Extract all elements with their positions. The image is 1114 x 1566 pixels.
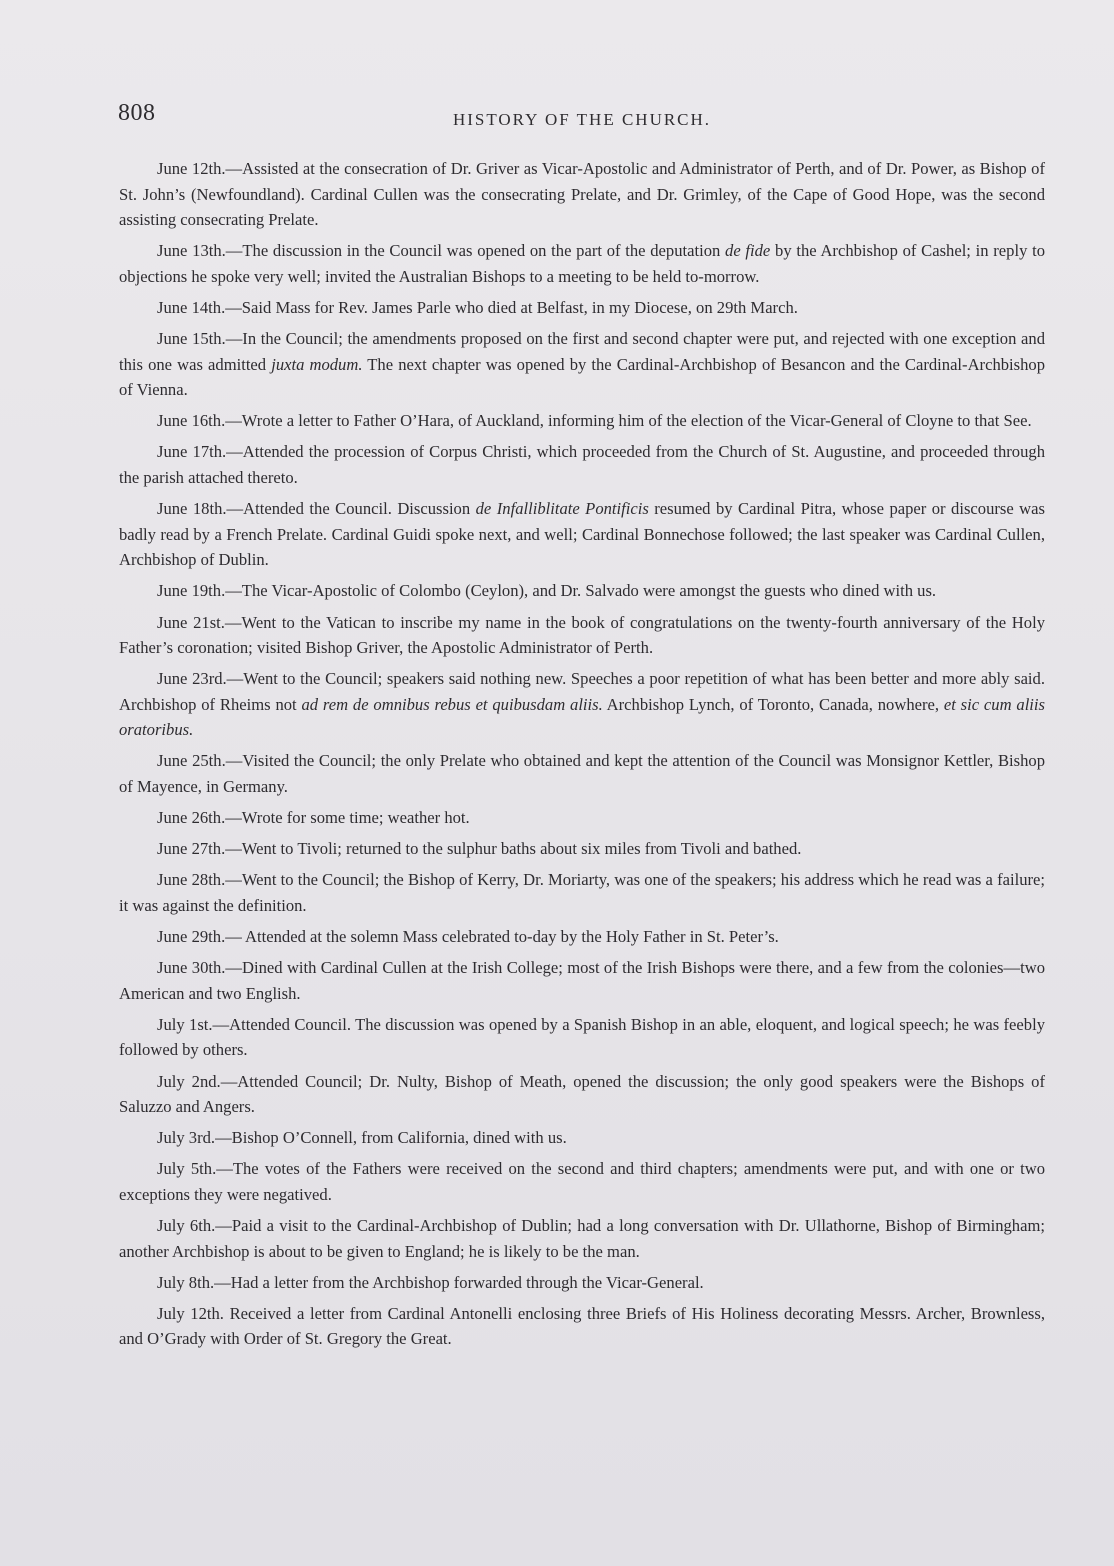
diary-entry-june-17: June 17th.—Attended the procession of Corpus Christi, which proceeded from the Church of St. Augustine, and proceeded through the parish attached thereto. <box>119 442 1045 488</box>
diary-entry-june-28: June 28th.—Went to the Council; the Bishop of Kerry, Dr. Moriarty, was one of the speakers; his address which he read was a failure; it was against the definition. <box>119 870 1045 915</box>
diary-entry-june-29: June 29th.— Attended at the solemn Mass celebrated to-day by the Holy Father in St. Peter’s. <box>157 927 779 947</box>
diary-entry-june-12: June 12th.—Assisted at the consecration of Dr. Griver as Vicar-Apostolic and Administrator of Perth, and of Dr. Power, as Bishop of St. John’s (Newfoundland). Cardinal Cullen was the consecrating Prelate, and Dr. Grimley, of the Cape of Good Hope, was the second assisting consecrating Prelate. <box>119 159 1045 230</box>
diary-entry-june-25: June 25th.—Visited the Council; the only Prelate who obtained and kept the attention of the Council was Monsignor Kettler, Bishop of Mayence, in Germany. <box>119 751 1045 797</box>
latin-phrase: de fide <box>725 241 771 261</box>
diary-entry-july-6: July 6th.—Paid a visit to the Cardinal-Archbishop of Dublin; had a long conversation with Dr. Ullathorne, Bishop of Birmingham; another Archbishop is about to be given to England; he is likely to be the man. <box>119 1215 1045 1261</box>
diary-entry-june-16: June 16th.—Wrote a letter to Father O’Hara, of Auckland, informing him of the election of the Vicar-General of Cloyne to that See. <box>157 411 1032 431</box>
diary-entry-june-19: June 19th.—The Vicar-Apostolic of Colombo (Ceylon), and Dr. Salvado were amongst the guests who dined with us. <box>157 581 937 601</box>
diary-entry-july-1: July 1st.—Attended Council. The discussion was opened by a Spanish Bishop in an able, eloquent, and logical speech; he was feebly followed by others. <box>119 1014 1045 1060</box>
page-number: 808 <box>118 100 156 126</box>
diary-text <box>119 156 1045 1357</box>
diary-entry-june-26: June 26th.—Wrote for some time; weather hot. <box>157 808 470 828</box>
latin-phrase: juxta modum. <box>271 354 363 374</box>
diary-entry-july-3: July 3rd.—Bishop O’Connell, from California, dined with us. <box>157 1128 567 1148</box>
diary-entry-june-14: June 14th.—Said Mass for Rev. James Parle who died at Belfast, in my Diocese, on 29th March. <box>157 297 798 317</box>
running-head: HISTORY OF THE CHURCH. <box>452 110 712 129</box>
latin-phrase: de Infalliblitate Pontificis <box>475 499 649 519</box>
diary-entry-june-27: June 27th.—Went to Tivoli; returned to the sulphur baths about six miles from Tivoli and bathed. <box>157 839 802 859</box>
diary-entry-june-30: June 30th.—Dined with Cardinal Cullen at the Irish College; most of the Irish Bishops were there, and a few from the colonies—two American and two English. <box>119 958 1045 1003</box>
diary-entry-july-8: July 8th.—Had a letter from the Archbishop forwarded through the Vicar-General. <box>157 1272 704 1292</box>
diary-entry-june-15: June 15th.—In the Council; the amendments proposed on the first and second chapter were put, and rejected with one exception and this one was admitted juxta modum. The next chapter was opened by the Cardinal-Archbishop of Besancon and the Cardinal-Archbishop of Vienna. <box>119 329 1045 400</box>
diary-entry-june-23: June 23rd.—Went to the Council; speakers said nothing new. Speeches a poor repetition of what has been better and more ably said. Archbishop of Rheims not ad rem de omnibus rebus et quibusdam aliis. Archbishop Lynch, of Toronto, Canada, nowhere, et sic cum aliis oratoribus. <box>119 669 1045 740</box>
diary-entry-june-21: June 21st.—Went to the Vatican to inscribe my name in the book of congratulations on the twenty-fourth anniversary of the Holy Father’s coronation; visited Bishop Griver, the Apostolic Administrator of Perth. <box>119 612 1045 658</box>
diary-entry-june-18: June 18th.—Attended the Council. Discussion de Infalliblitate Pontificis resumed by Cardinal Pitra, whose paper or discourse was badly read by a French Prelate. Cardinal Guidi spoke next, and well; Cardinal Bonnechose followed; the last speaker was Cardinal Cullen, Archbishop of Dublin. <box>119 499 1045 570</box>
latin-phrase: ad rem de omnibus rebus et quibusdam aliis. <box>301 694 603 714</box>
diary-entry-july-12: July 12th. Received a letter from Cardinal Antonelli enclosing three Briefs of His Holiness decorating Messrs. Archer, Brownless, and O’Grady with Order of St. Gregory the Great. <box>119 1303 1045 1349</box>
diary-entry-july-2: July 2nd.—Attended Council; Dr. Nulty, Bishop of Meath, opened the discussion; the only good speakers were the Bishops of Saluzzo and Angers. <box>119 1071 1045 1117</box>
diary-entry-july-5: July 5th.—The votes of the Fathers were received on the second and third chapters; amendments were put, and with one or two exceptions they were negatived. <box>119 1159 1045 1204</box>
diary-entry-june-13: June 13th.—The discussion in the Council was opened on the part of the deputation de fide by the Archbishop of Cashel; in reply to objections he spoke very well; invited the Australian Bishops to a meeting to be held to-morrow. <box>119 241 1046 286</box>
latin-phrase: et sic cum aliis oratoribus. <box>119 694 1045 740</box>
